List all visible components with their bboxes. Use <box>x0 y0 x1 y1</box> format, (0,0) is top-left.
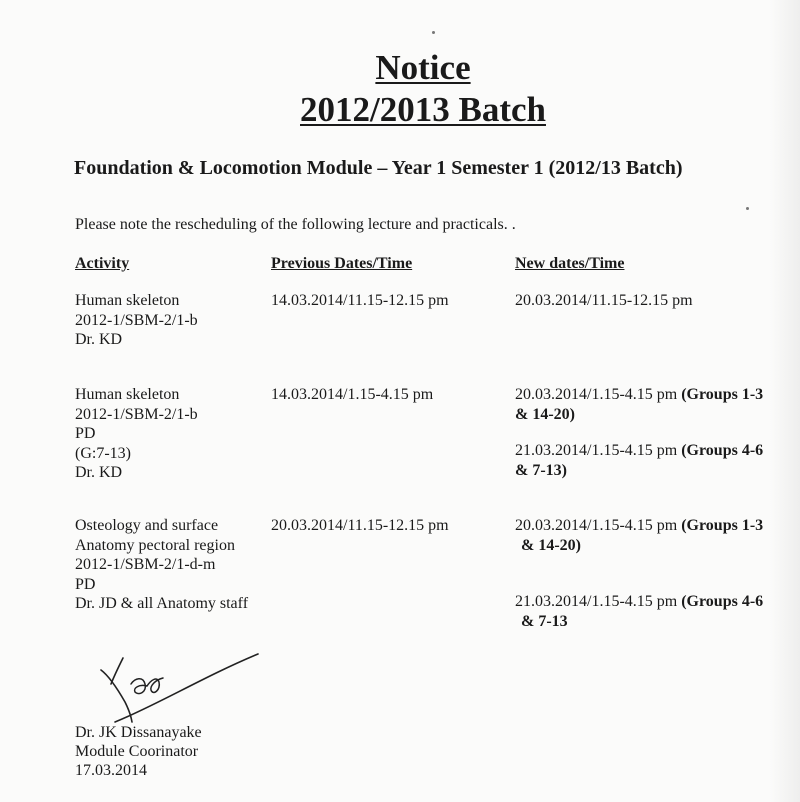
groups-label: & 7-13 <box>521 612 568 630</box>
header-new: New dates/Time <box>515 255 625 272</box>
groups-label: & 7-13) <box>515 461 567 479</box>
new-date: 20.03.2014/11.15-12.15 pm <box>515 292 693 309</box>
groups-label: (Groups 4-6 <box>681 593 764 610</box>
new-date: 20.03.2014/1.15-4.15 pm <box>515 386 678 403</box>
new-date: 21.03.2014/1.15-4.15 pm <box>515 593 678 610</box>
activity-line: PD <box>75 575 96 593</box>
activity-line: 2012-1/SBM-2/1-b <box>75 311 198 329</box>
row2-new-2 <box>515 441 763 480</box>
activity-line: Osteology and surface <box>75 517 219 534</box>
activity-line: Human skeleton <box>75 386 180 403</box>
signatory-role: Module Coorinator <box>75 743 199 760</box>
row1-new <box>515 291 693 311</box>
row1-previous: 14.03.2014/11.15-12.15 pm <box>271 292 449 309</box>
activity-line: Dr. KD <box>75 331 123 348</box>
intro-text: Please note the rescheduling of the following lecture and practicals. . <box>75 216 516 233</box>
activity-line: 2012-1/SBM-2/1-b <box>75 405 198 423</box>
groups-label: (Groups 1-3 <box>681 386 764 403</box>
handwritten-signature <box>95 636 265 726</box>
activity-line: Dr. JD & all Anatomy staff <box>75 595 249 612</box>
module-subtitle: Foundation & Locomotion Module – Year 1 Semester 1 (2012/13 Batch) <box>74 157 683 179</box>
activity-line: (G:7-13) <box>75 444 131 462</box>
row3-new-2 <box>515 592 763 631</box>
new-date: 20.03.2014/1.15-4.15 pm <box>515 517 678 534</box>
activity-line: Dr. KD <box>75 464 123 481</box>
row3-new-1 <box>515 516 763 555</box>
new-date: 21.03.2014/1.15-4.15 pm <box>515 442 678 459</box>
row1-activity <box>75 291 198 350</box>
signatory-date: 17.03.2014 <box>75 762 147 779</box>
groups-label: (Groups 1-3 <box>681 517 764 534</box>
header-previous: Previous Dates/Time <box>271 255 413 272</box>
header-activity: Activity <box>75 255 130 272</box>
notice-title: Notice <box>375 48 471 87</box>
scan-speck <box>432 31 435 34</box>
activity-line: PD <box>75 425 96 442</box>
batch-title: 2012/2013 Batch <box>300 90 546 129</box>
activity-line: 2012-1/SBM-2/1-d-m <box>75 556 216 573</box>
row2-new-1 <box>515 385 763 424</box>
row3-activity <box>75 516 248 614</box>
groups-label: & 14-20) <box>515 405 575 423</box>
activity-line: Human skeleton <box>75 292 180 309</box>
groups-label: & 14-20) <box>521 536 581 554</box>
signatory-block <box>75 723 202 780</box>
row3-previous: 20.03.2014/11.15-12.15 pm <box>271 517 449 534</box>
activity-line: Anatomy pectoral region <box>75 536 235 554</box>
signatory-name: Dr. JK Dissanayake <box>75 724 202 741</box>
row2-previous: 14.03.2014/1.15-4.15 pm <box>271 386 434 403</box>
scan-speck <box>746 207 749 210</box>
groups-label: (Groups 4-6 <box>681 442 764 459</box>
row2-activity <box>75 385 198 483</box>
